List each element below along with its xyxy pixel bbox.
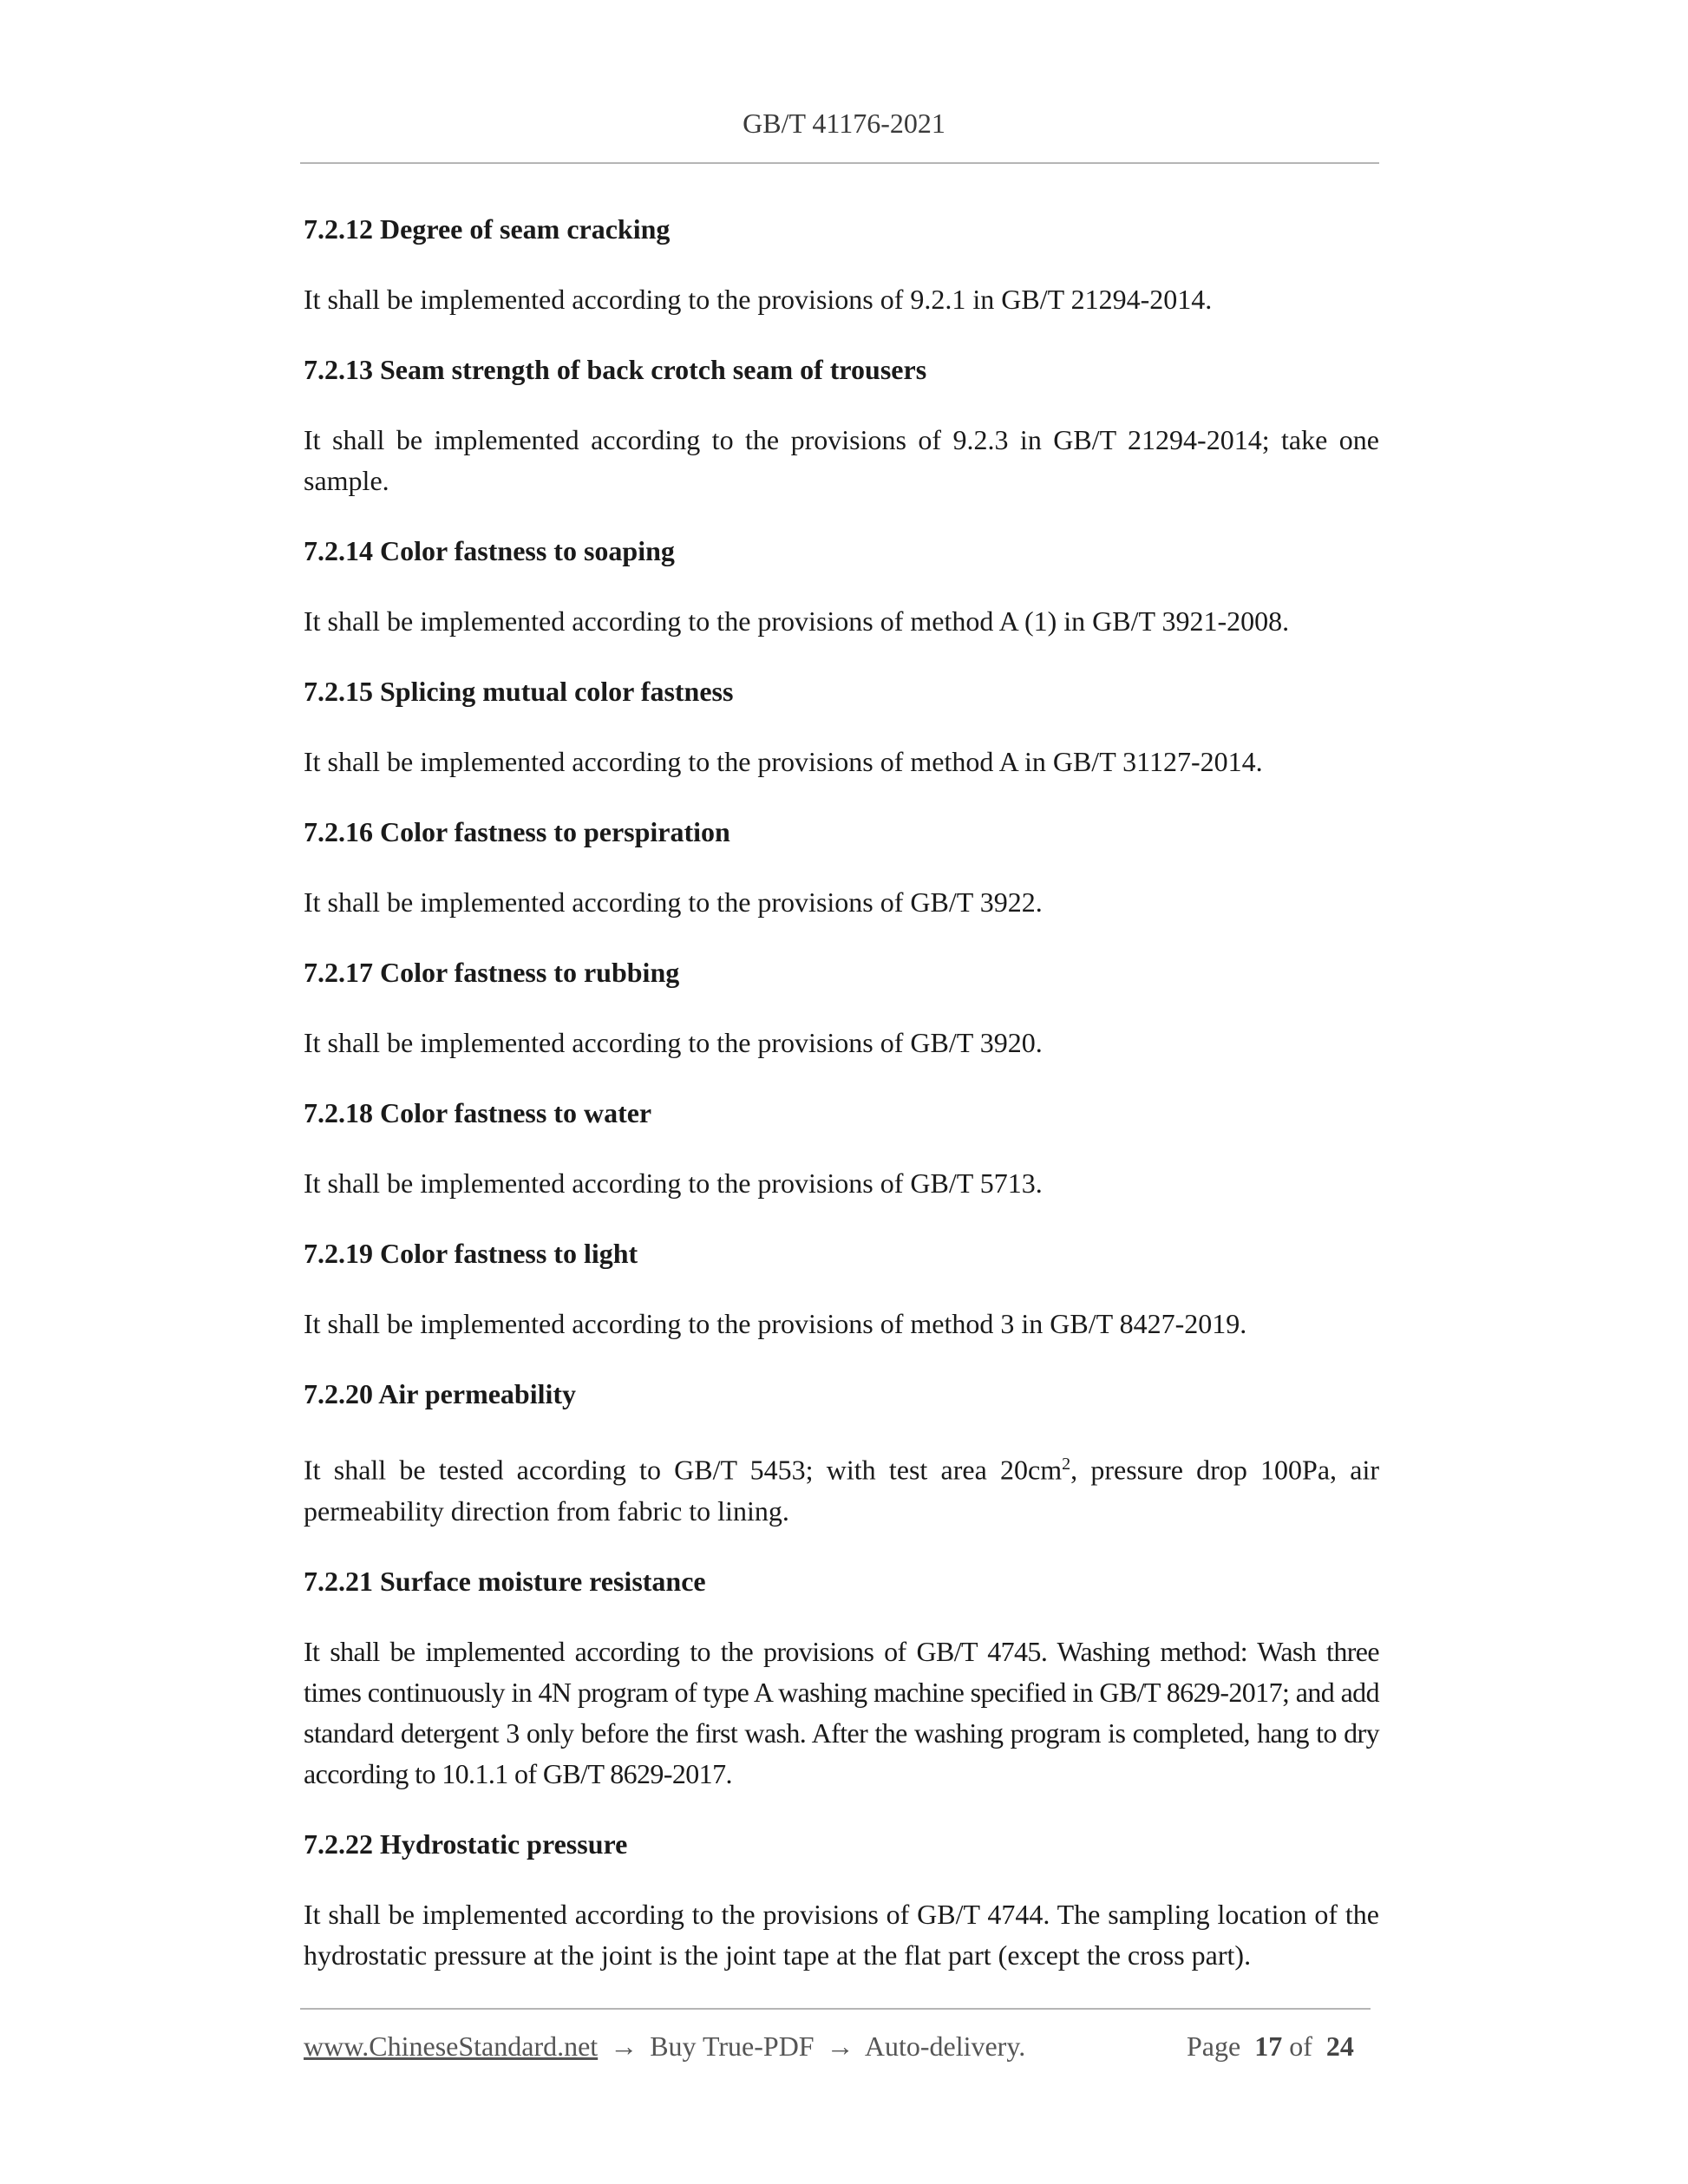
document-body — [304, 208, 1379, 2004]
section-heading: 7.2.16 Color fastness to perspiration — [304, 816, 730, 847]
buy-pdf-text: Buy True-PDF — [650, 2030, 815, 2062]
section-paragraph: It shall be implemented according to the provisions of method 3 in GB/T 8427-2019. — [304, 1308, 1247, 1339]
delivery-text: Auto-delivery. — [864, 2030, 1026, 2062]
section-paragraph: It shall be implemented according to the provisions of method A in GB/T 31127-2014. — [304, 746, 1263, 777]
document-header-title: GB/T 41176-2021 — [743, 108, 945, 139]
page-of-label: of — [1289, 2030, 1312, 2062]
section-paragraph: It shall be implemented according to the provisions of 9.2.3 in GB/T 21294-2014; take one sample. — [304, 424, 1379, 496]
page-current: 17 — [1254, 2030, 1283, 2062]
section-heading: 7.2.15 Splicing mutual color fastness — [304, 676, 734, 707]
section-heading: 7.2.13 Seam strength of back crotch seam of trousers — [304, 354, 927, 385]
section-paragraph: It shall be implemented according to the provisions of GB/T 4744. The sampling location of the hydrostatic pressure at the joint is the joint tape at the flat part (except the cross part). — [304, 1898, 1379, 1971]
header-divider — [300, 162, 1379, 164]
section-heading: 7.2.14 Color fastness to soaping — [304, 535, 675, 566]
section-heading: 7.2.22 Hydrostatic pressure — [304, 1828, 628, 1860]
section-paragraph: It shall be implemented according to the provisions of GB/T 3922. — [304, 886, 1043, 918]
site-link[interactable]: www.ChineseStandard.net — [304, 2030, 599, 2062]
section-heading: 7.2.18 Color fastness to water — [304, 1097, 652, 1128]
section-paragraph: It shall be implemented according to the provisions of GB/T 4745. Washing method: Wash three times continuously in 4N program of type A washing machine specified in GB/T 8629-2017; and add standard detergent 3 only before the first wash. After the washing program is completed, hang to dry according to 10.1.1 of GB/T 8629-2017. — [304, 1635, 1379, 1789]
arrow-right-icon: → — [610, 2030, 638, 2062]
section-heading: 7.2.21 Surface moisture resistance — [304, 1565, 706, 1597]
superscript-exponent: 2 — [1062, 1455, 1071, 1474]
paragraph-text-before: It shall be tested according to GB/T 5453; with test area 20cm — [304, 1454, 1063, 1486]
arrow-right-icon: → — [826, 2030, 854, 2062]
section-paragraph: It shall be implemented according to the provisions of 9.2.1 in GB/T 21294-2014. — [304, 284, 1213, 315]
page-total: 24 — [1325, 2030, 1354, 2062]
section-paragraph — [304, 1444, 1379, 1532]
page-indicator — [1187, 2025, 1361, 2067]
section-heading: 7.2.19 Color fastness to light — [304, 1238, 638, 1269]
section-heading: 7.2.12 Degree of seam cracking — [304, 213, 671, 245]
section-paragraph: It shall be implemented according to the provisions of GB/T 3920. — [304, 1027, 1043, 1058]
page-label: Page — [1187, 2030, 1241, 2062]
footer-promo — [304, 2025, 1025, 2067]
section-heading: 7.2.17 Color fastness to rubbing — [304, 957, 680, 988]
paragraph-text-after: , pressure drop 100Pa, air permeability direction from fabric to lining. — [304, 1454, 1380, 1527]
footer-divider — [300, 2008, 1371, 2010]
section-paragraph: It shall be implemented according to the provisions of GB/T 5713. — [304, 1167, 1043, 1199]
section-heading: 7.2.20 Air permeability — [304, 1378, 577, 1409]
section-paragraph: It shall be implemented according to the provisions of method A (1) in GB/T 3921-2008. — [304, 605, 1290, 637]
